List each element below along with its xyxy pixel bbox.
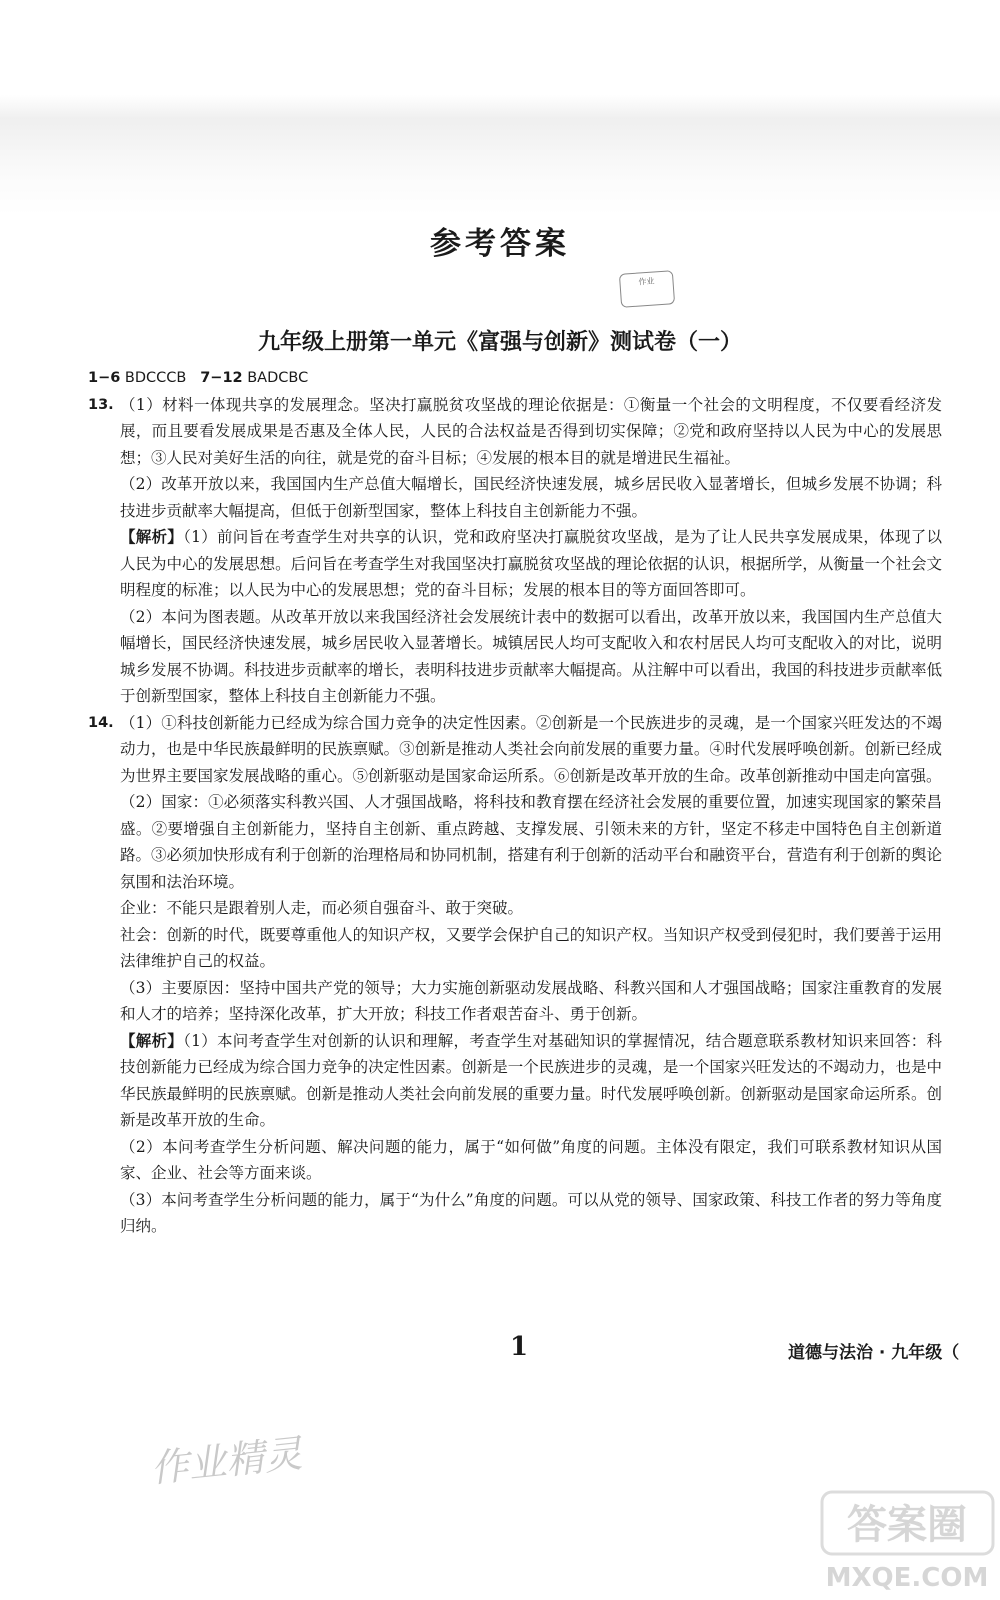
analysis-paragraph: （2）本问为图表题。从改革开放以来我国经济社会发展统计表中的数据可以看出，改革开放以来，我国国内生产总值大幅增长，国民经济快速发展，城乡居民收入显著增长。城镇居民人均可支配收入和农村居民人均可支配收入的对比，说明城乡发展不协调。科技进步贡献率的增长，表明科技进步贡献率大幅提高。从注解中可以看出，我国的科技进步贡献率低于创新型国家，整体上科技自主创新能力不强。	[120, 607, 942, 705]
question-number: 14.	[88, 714, 114, 731]
mc-answers-1: BDCCCB	[120, 370, 187, 386]
watermark-url: MXQE.COM	[825, 1563, 989, 1593]
analysis-paragraph	[120, 1028, 942, 1134]
answer-paragraph: （1）材料一体现共享的发展理念。坚决打赢脱贫攻坚战的理论依据是：①衡量一个社会的文明程度，不仅要看经济发展，而且要看发展成果是否惠及全体人民，人民的合法权益是否得到切实保障；②党和政府坚持以人民为中心的发展思想；③人民对美好生活的向往，就是党的奋斗目标；④发展的根本目的就是增进民生福祉。	[120, 395, 942, 467]
question-14	[88, 710, 942, 790]
handwritten-mark: 作业精灵	[148, 1431, 305, 1491]
analysis-text: （1）本问考查学生对创新的认识和理解，考查学生对基础知识的掌握情况，结合题意联系教材知识来回答：科技创新能力已经成为综合国力竞争的决定性因素。创新是一个民族进步的灵魂，是一个国家兴旺发达的不竭动力，也是中华民族最鲜明的民族禀赋。创新是推动人类社会向前发展的重要力量。时代发展呼唤创新。创新驱动是国家命运所系。创新是改革开放的生命。	[120, 1031, 942, 1129]
mc-answers-2: BADCBC	[242, 370, 309, 386]
analysis-paragraph: （3）本问考查学生分析问题的能力，属于“为什么”角度的问题。可以从党的领导、国家政策、科技工作者的努力等角度归纳。	[120, 1190, 942, 1235]
mc-range-1: 1−6	[88, 370, 121, 386]
analysis-paragraph: （2）本问考查学生分析问题、解决问题的能力，属于“如何做”角度的问题。主体没有限定，我们可联系教材知识从国家、企业、社会等方面来谈。	[120, 1137, 942, 1182]
mc-range-2: 7−12	[200, 370, 243, 386]
answer-paragraph: （1）①科技创新能力已经成为综合国力竞争的决定性因素。②创新是一个民族进步的灵魂，是一个国家兴旺发达的不竭动力，也是中华民族最鲜明的民族禀赋。③创新是推动人类社会向前发展的重要力量。④时代发展呼唤创新。创新已经成为世界主要国家发展战略的重心。⑤创新驱动是国家命运所系。⑥创新是改革开放的生命。改革创新推动中国走向富强。	[120, 713, 942, 785]
unit-title: 九年级上册第一单元《富强与创新》测试卷（一）	[257, 330, 742, 355]
multiple-choice-answers	[88, 365, 942, 392]
analysis-tag: 【解析】	[120, 1031, 184, 1050]
page-number: 1	[510, 1332, 529, 1362]
watermark-title: 答案圈	[847, 1502, 967, 1548]
question-number: 13.	[88, 396, 114, 413]
analysis-tag: 【解析】	[120, 528, 184, 546]
answer-paragraph: 企业：不能只是跟着别人走，而必须自强奋斗、敢于突破。	[120, 899, 524, 917]
stamp-label: 作业	[638, 276, 655, 287]
page-title: 参考答案	[430, 226, 570, 262]
question-13	[88, 392, 942, 472]
homework-stamp	[619, 270, 675, 308]
analysis-paragraph	[120, 524, 942, 604]
watermark-logo	[820, 1490, 995, 1595]
answer-paragraph: （2）国家：①必须落实科教兴国、人才强国战略，将科技和教育摆在经济社会发展的重要位置，加速实现国家的繁荣昌盛。②要增强自主创新能力，坚持自主创新、重点跨越、支撑发展、引领未来的方针，坚定不移走中国特色自主创新道路。③必须加快形成有利于创新的治理格局和协同机制，搭建有利于创新的活动平台和融资平台，营造有利于创新的舆论氛围和法治环境。	[120, 793, 942, 891]
answer-paragraph: （3）主要原因：坚持中国共产党的领导；大力实施创新驱动发展战略、科教兴国和人才强国战略；国家注重教育的发展和人才的培养；坚持深化改革，扩大开放；科技工作者艰苦奋斗、勇于创新。	[120, 978, 942, 1023]
subject-label: 道德与法治 · 九年级（	[788, 1343, 960, 1363]
answer-content	[88, 365, 942, 1240]
answer-paragraph: （2）改革开放以来，我国国内生产总值大幅增长，国民经济快速发展，城乡居民收入显著增长，但城乡发展不协调；科技进步贡献率大幅提高，但低于创新型国家，整体上科技自主创新能力不强。	[120, 475, 942, 520]
analysis-text: （1）前问旨在考查学生对共享的认识，党和政府坚决打赢脱贫攻坚战，是为了让人民共享发展成果，体现了以人民为中心的发展思想。后问旨在考查学生对我国坚决打赢脱贫攻坚战的理论依据的认识，根据所学，从衡量一个社会文明程度的标准；以人民为中心的发展思想；党的奋斗目标；发展的根本目的等方面回答即可。	[120, 528, 942, 599]
answer-paragraph: 社会：创新的时代，既要尊重他人的知识产权，又要学会保护自己的知识产权。当知识产权受到侵犯时，我们要善于运用法律维护自己的权益。	[120, 925, 942, 970]
